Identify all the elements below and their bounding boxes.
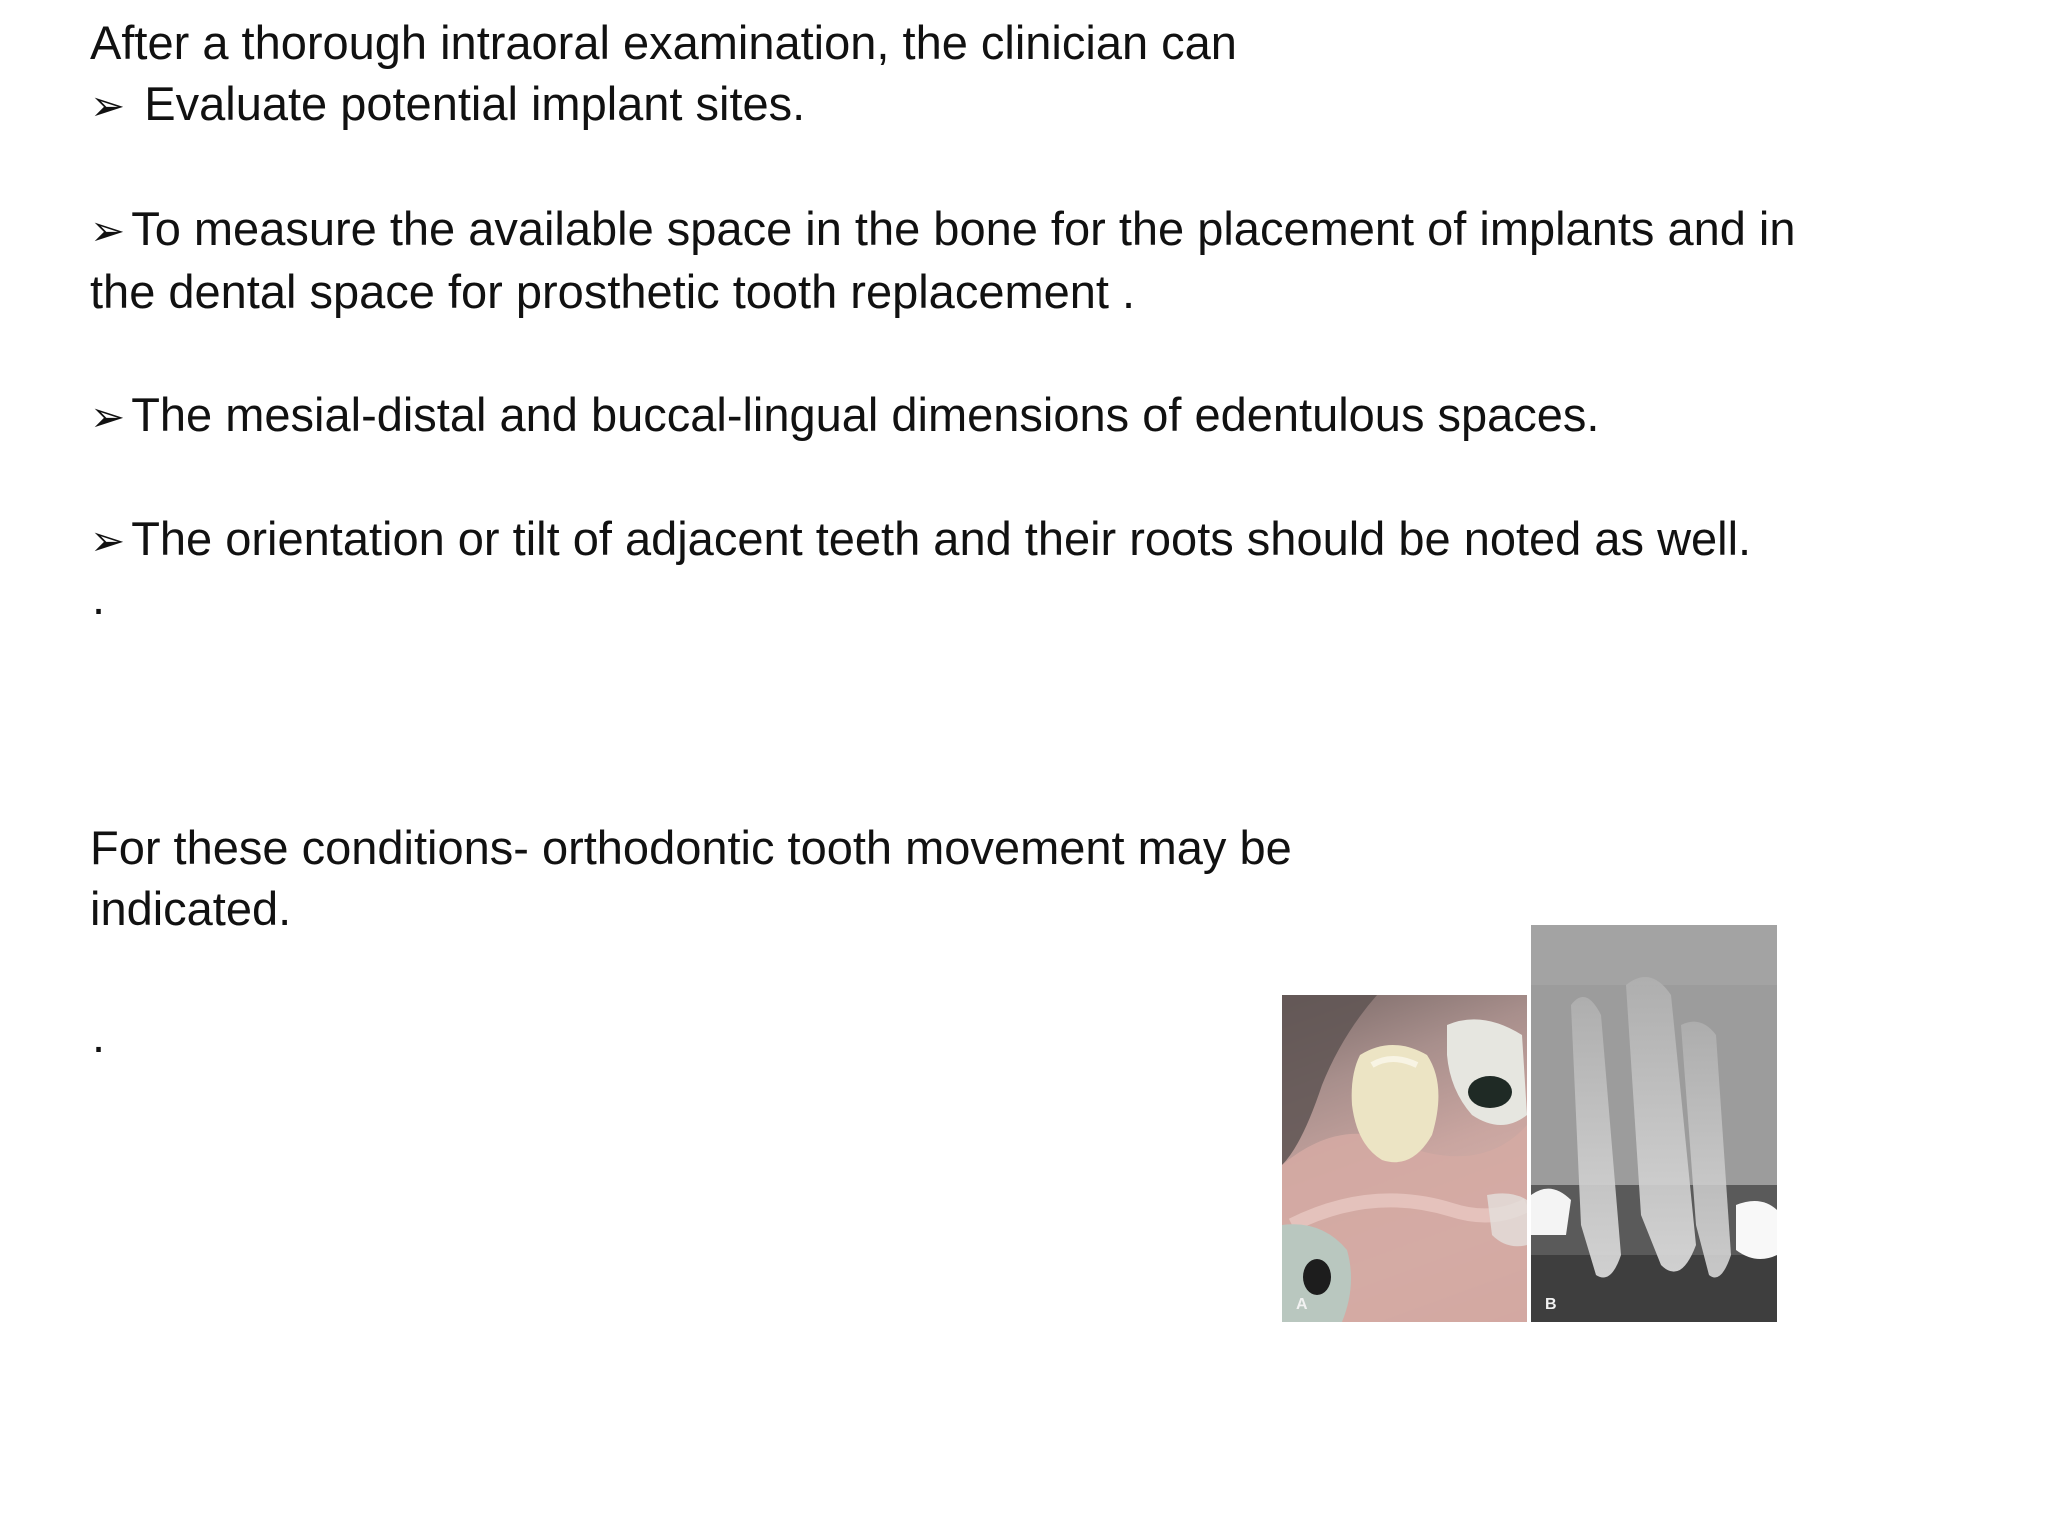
intraoral-photo-drawing [1282, 995, 1527, 1322]
intro-text [90, 12, 1237, 73]
bullet-text: Evaluate potential implant sites. [131, 77, 806, 130]
bullet-text: The orientation or tilt of adjacent teeth and their roots should be noted as well. [131, 512, 1752, 565]
conclusion-line2: indicated. [90, 882, 292, 935]
bullet-dimensions [90, 384, 1599, 447]
bullet-text: The mesial-distal and buccal-lingual dimensions of edentulous spaces. [131, 388, 1600, 441]
arrow-bullet-icon: ➢ [90, 206, 126, 255]
bullet-text-line1: To measure the available space in the bone for the placement of implants and in [131, 202, 1796, 255]
panel-label-a: A [1296, 1296, 1308, 1313]
conclusion-text [90, 817, 1292, 939]
bullet-orientation [90, 508, 1751, 571]
arrow-bullet-icon: ➢ [90, 516, 126, 565]
conclusion-line1: For these conditions- orthodontic tooth movement may be [90, 821, 1292, 874]
arrow-bullet-icon: ➢ [90, 392, 126, 441]
panel-label-b: B [1545, 1296, 1557, 1313]
radiograph-image [1531, 925, 1777, 1322]
bullet-measure-space [90, 198, 1796, 322]
bullet-text-line2: the dental space for prosthetic tooth replacement . [90, 265, 1136, 318]
radiograph-drawing [1531, 925, 1777, 1322]
intro-line: After a thorough intraoral examination, the clinician can [90, 16, 1237, 69]
stray-dot: . [92, 1009, 106, 1062]
arrow-bullet-icon: ➢ [90, 81, 126, 130]
bullet-evaluate-sites [90, 73, 805, 136]
intraoral-photo [1282, 995, 1527, 1322]
stray-dot: . [92, 571, 106, 624]
